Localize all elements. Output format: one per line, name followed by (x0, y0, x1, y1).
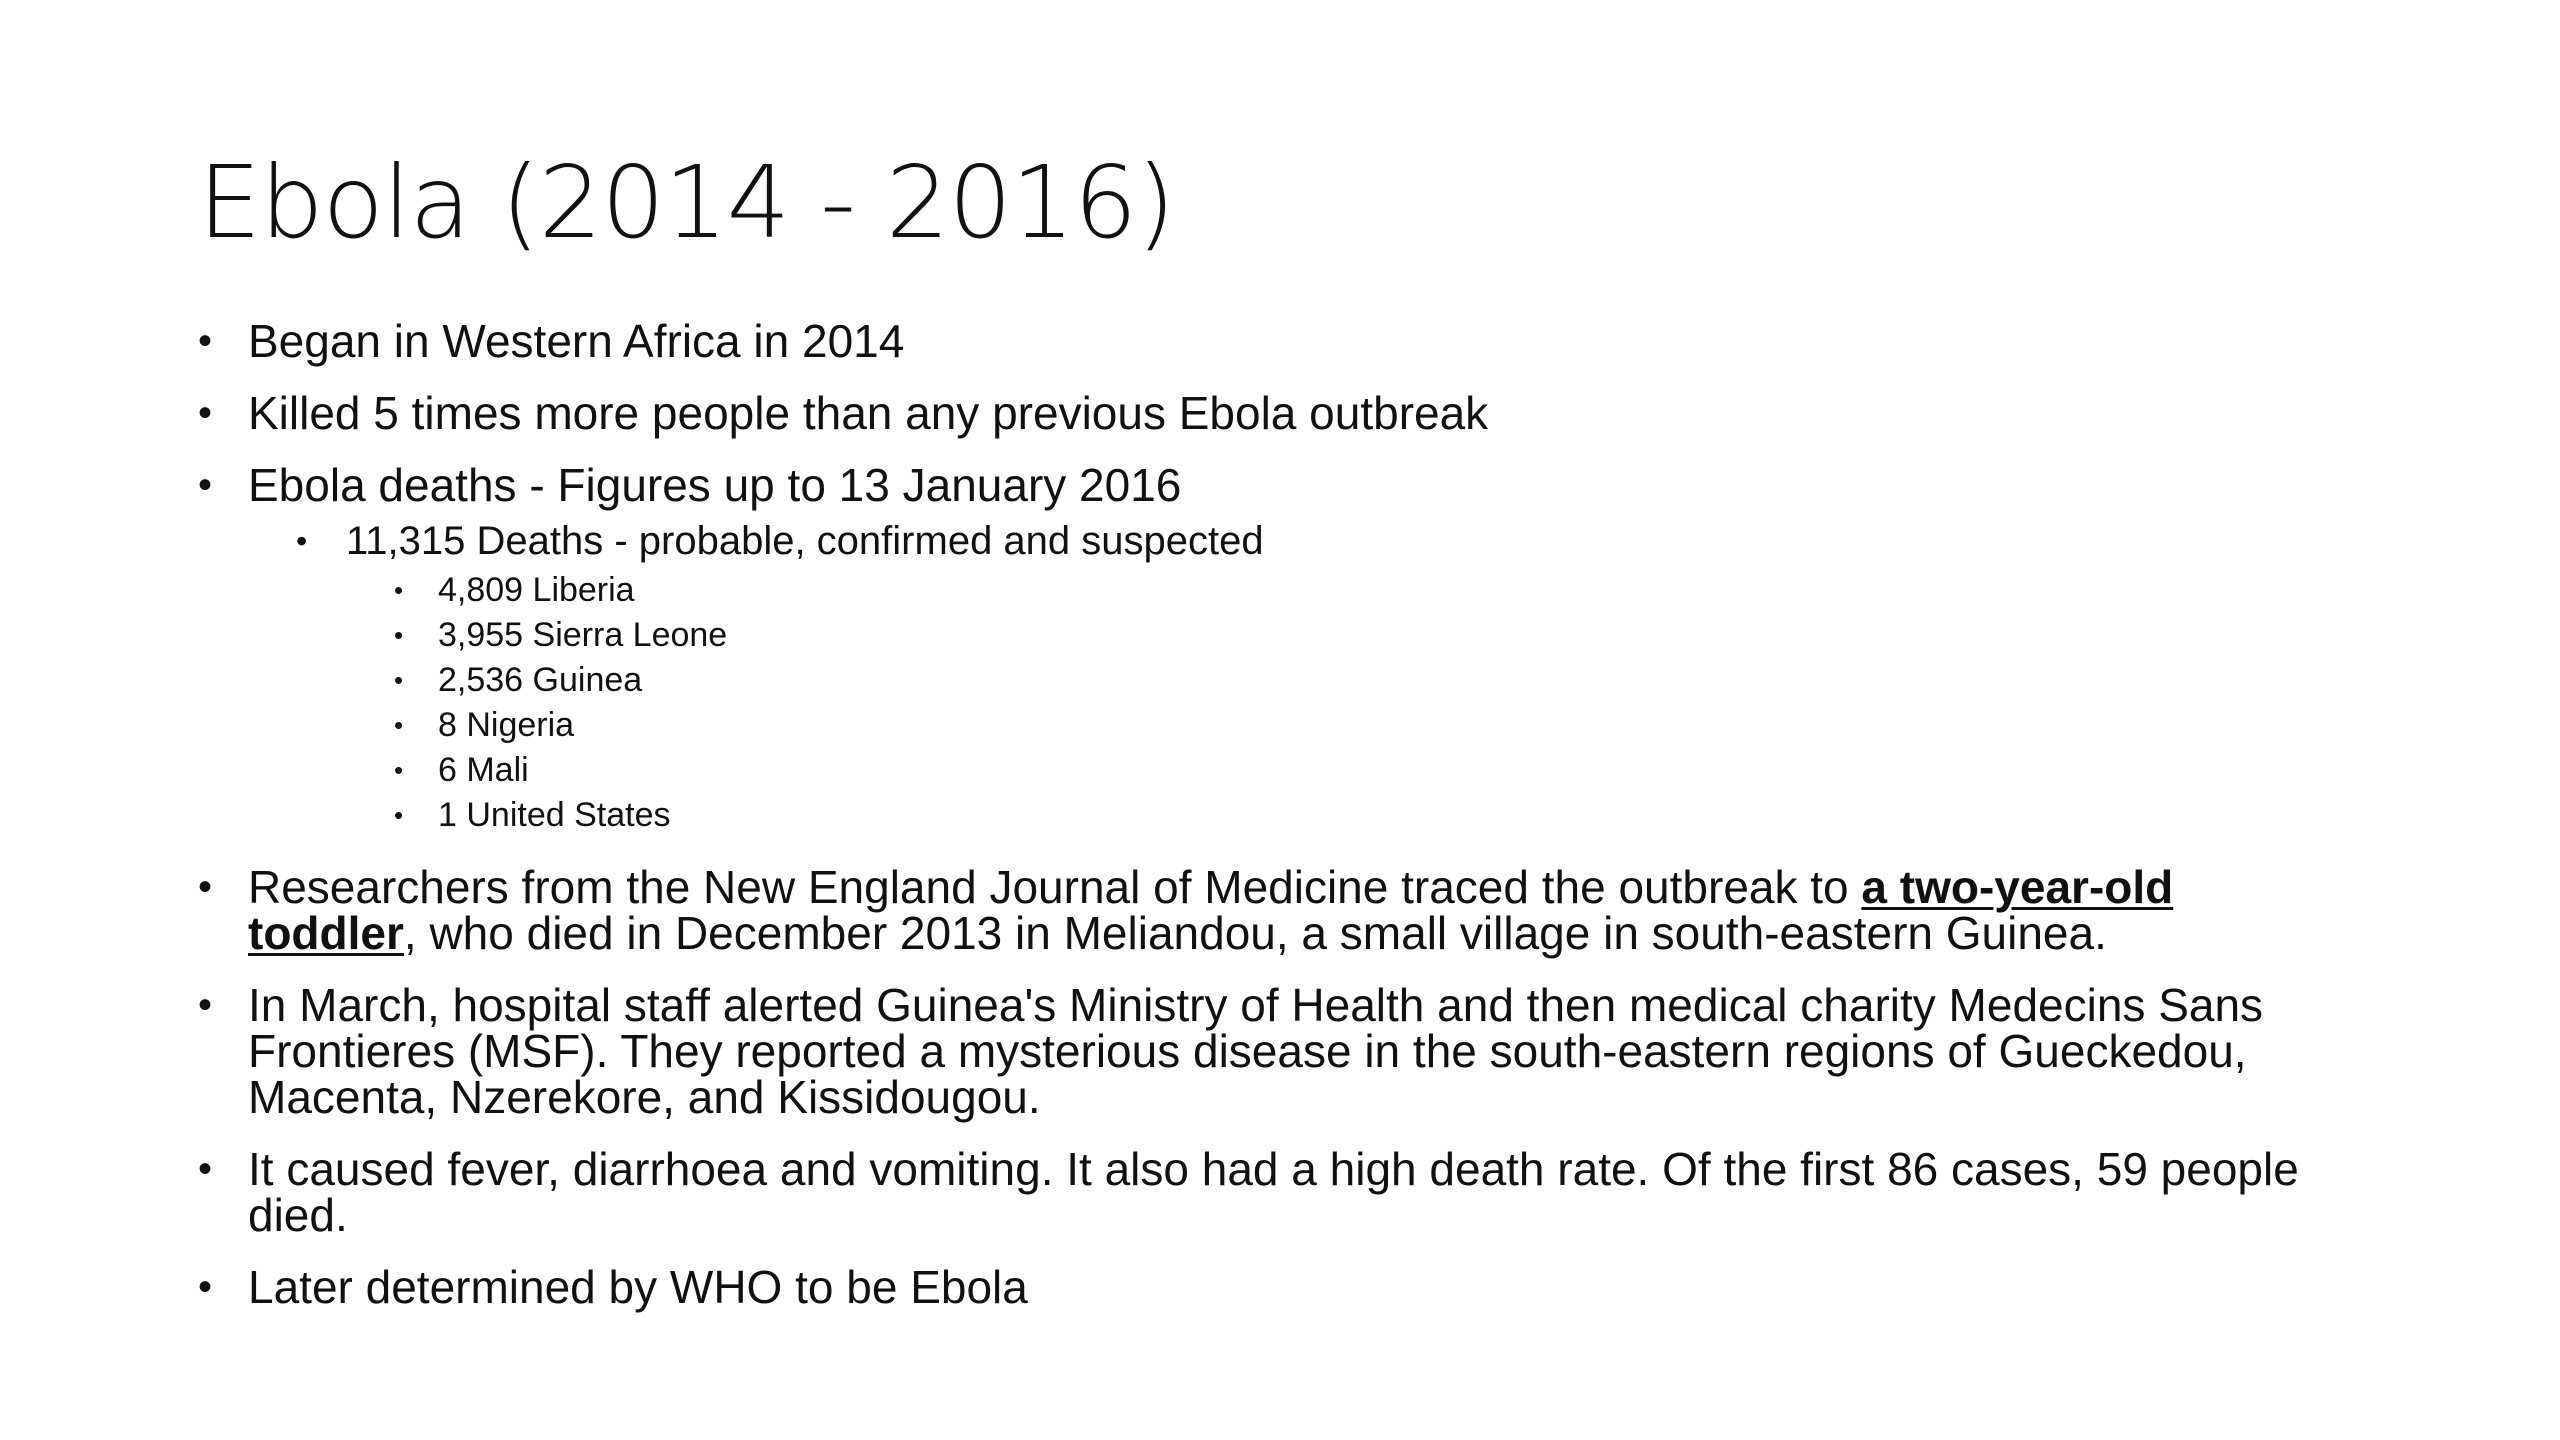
slide-content (198, 315, 2348, 1336)
bullet-text: Later determined by WHO to be Ebola (248, 1261, 1028, 1313)
country-item-united-states (394, 793, 2348, 838)
emphasized-phrase: a two-year-old toddler (248, 861, 2174, 959)
country-text: 4,809 Liberia (438, 571, 635, 609)
bullet-item-symptoms (198, 1143, 2348, 1241)
sub-bullet-list (296, 520, 2348, 838)
bullet-dot-icon: • (198, 319, 213, 363)
country-item-mali (394, 748, 2348, 793)
country-item-sierra-leone (394, 613, 2348, 658)
slide-title: Ebola (2014 - 2016) (198, 144, 1175, 261)
country-list (394, 568, 2348, 838)
country-text: 2,536 Guinea (438, 661, 643, 699)
bullet-text: It caused fever, diarrhoea and vomiting. It also had a high death rate. Of the first 86 cases, 59 people died. (248, 1143, 2299, 1241)
bullet-item-deaths (198, 459, 2348, 838)
bullet-item-killed (198, 387, 2348, 439)
bullet-dot-icon: • (296, 523, 308, 559)
country-text: 3,955 Sierra Leone (438, 616, 728, 654)
bullet-text: In March, hospital staff alerted Guinea's Ministry of Health and then medical charity Medecins Sans Frontieres (MSF). They reported a mysterious disease in the south-eastern regions of Gueckedou, Macenta, Nzerekore, and Kissidougou. (248, 979, 2264, 1123)
bullet-list (198, 315, 2348, 1313)
bullet-dot-icon: • (394, 575, 404, 605)
country-text: 1 United States (438, 796, 671, 834)
country-item-liberia (394, 568, 2348, 613)
bullet-dot-icon: • (198, 1147, 213, 1191)
bullet-item-march (198, 979, 2348, 1123)
country-text: 6 Mali (438, 751, 529, 789)
bullet-dot-icon: • (394, 800, 404, 830)
country-item-guinea (394, 658, 2348, 703)
bullet-text: Killed 5 times more people than any previous Ebola outbreak (248, 387, 1489, 439)
sub-bullet-text: 11,315 Deaths - probable, confirmed and suspected (346, 519, 1264, 563)
bullet-item-researchers (198, 861, 2348, 959)
bullet-dot-icon: • (394, 620, 404, 650)
country-item-nigeria (394, 703, 2348, 748)
bullet-text: Began in Western Africa in 2014 (248, 315, 905, 367)
bullet-dot-icon: • (394, 755, 404, 785)
bullet-dot-icon: • (198, 1265, 213, 1309)
bullet-item-who (198, 1261, 2348, 1313)
bullet-text-before: Researchers from the New England Journal of Medicine traced the outbreak to (248, 861, 1862, 913)
bullet-dot-icon: • (394, 710, 404, 740)
bullet-dot-icon: • (394, 665, 404, 695)
bullet-dot-icon: • (198, 865, 213, 909)
bullet-dot-icon: • (198, 463, 213, 507)
bullet-text-after: , who died in December 2013 in Meliandou, a small village in south-eastern Guinea. (403, 907, 2107, 959)
sub-bullet-item-total (296, 520, 2348, 838)
bullet-item-began (198, 315, 2348, 367)
bullet-dot-icon: • (198, 983, 213, 1027)
bullet-dot-icon: • (198, 391, 213, 435)
country-text: 8 Nigeria (438, 706, 575, 744)
bullet-text: Ebola deaths - Figures up to 13 January 2016 (248, 459, 1182, 511)
